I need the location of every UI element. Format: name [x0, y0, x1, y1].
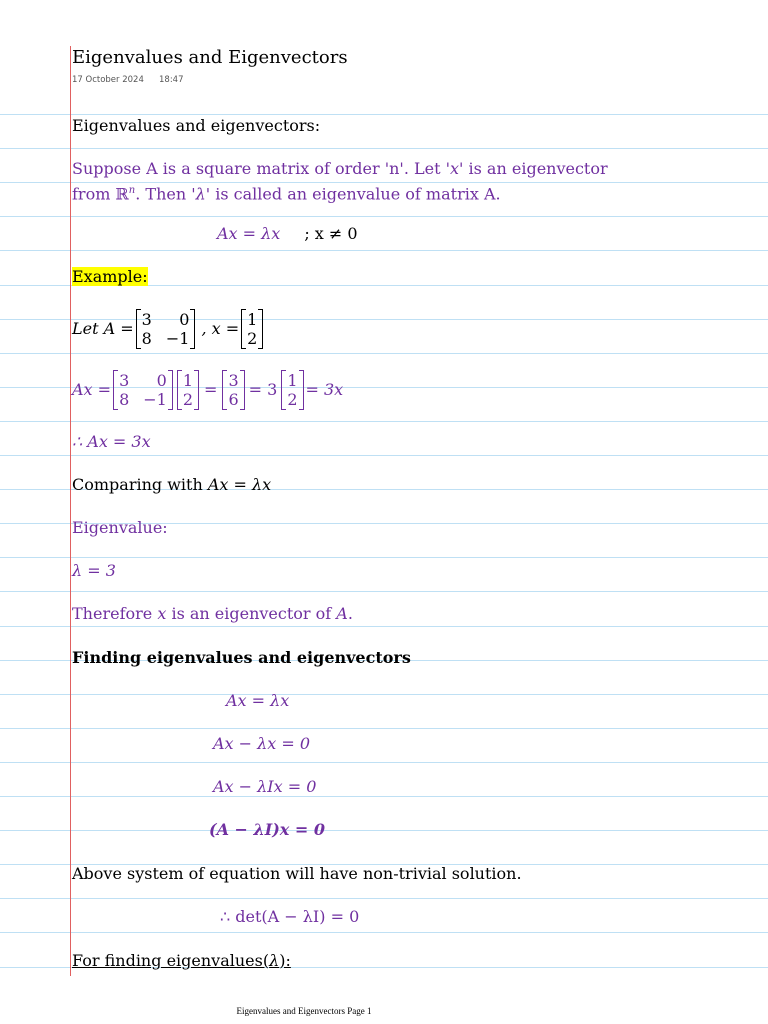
ruled-line [0, 114, 768, 115]
page-title: Eigenvalues and Eigenvectors [72, 47, 348, 68]
let-statement: Let A = 3 0 8 −1 , x = 1 2 [72, 309, 265, 349]
ruled-line [0, 694, 768, 695]
vector-x-scaled: 1 2 [281, 371, 303, 409]
step-1: Ax = λx [226, 691, 290, 710]
ruled-line [0, 216, 768, 217]
ruled-line [0, 932, 768, 933]
vector-result: 3 6 [222, 371, 244, 409]
lambda-value: λ = 3 [72, 561, 116, 580]
ruled-line [0, 728, 768, 729]
determinant-equation: ∴ det(A − λI) = 0 [220, 907, 360, 926]
ruled-line [0, 762, 768, 763]
ruled-line [0, 591, 768, 592]
ruled-line [0, 830, 768, 831]
definition-line-2: from ℝ$^n$. Then 'λ' is called an eigenvalue of matrix A. [72, 184, 501, 204]
step-3: Ax − λIx = 0 [213, 777, 317, 796]
ruled-line [0, 455, 768, 456]
conclusion-line: Therefore x is an eigenvector of A. [72, 604, 353, 623]
vector-x: 1 2 [241, 310, 263, 348]
margin-line [70, 46, 71, 976]
section-heading: Eigenvalues and eigenvectors: [72, 116, 321, 135]
page-date: 17 October 2024 [72, 75, 144, 85]
step-2: Ax − λx = 0 [213, 734, 311, 753]
therefore-line: ∴ Ax = 3x [72, 432, 151, 451]
ruled-line [0, 148, 768, 149]
example-label: Example: [72, 267, 148, 286]
eigenvalue-label: Eigenvalue: [72, 518, 168, 537]
ruled-line [0, 250, 768, 251]
nontrivial-line: Above system of equation will have non-trivial solution. [72, 864, 522, 883]
matrix-a-calc: 3 0 8 −1 [113, 371, 173, 409]
comparing-line: Comparing with Ax = λx [72, 475, 272, 494]
vector-x-calc: 1 2 [177, 371, 199, 409]
calculation: Ax = 3 0 8 −1 1 2 = 3 6 = 3 1 2 = 3x [72, 371, 344, 409]
step-4: (A − λI)x = 0 [209, 820, 326, 839]
finding-eigenvalues-heading: For finding eigenvalues(λ): [72, 951, 291, 970]
ruled-line [0, 421, 768, 422]
page-footer: Eigenvalues and Eigenvectors Page 1 [236, 1006, 372, 1016]
ruled-line [0, 796, 768, 797]
ruled-line [0, 898, 768, 899]
section-heading-2: Finding eigenvalues and eigenvectors [72, 648, 411, 667]
ruled-line [0, 353, 768, 354]
eigen-equation: Ax = λx ; x ≠ 0 [217, 224, 358, 243]
definition-line-1: Suppose A is a square matrix of order 'n'. Let 'x' is an eigenvector [72, 159, 608, 178]
ruled-line [0, 626, 768, 627]
page-time: 18:47 [159, 75, 184, 85]
matrix-a: 3 0 8 −1 [136, 310, 196, 348]
ruled-line [0, 557, 768, 558]
